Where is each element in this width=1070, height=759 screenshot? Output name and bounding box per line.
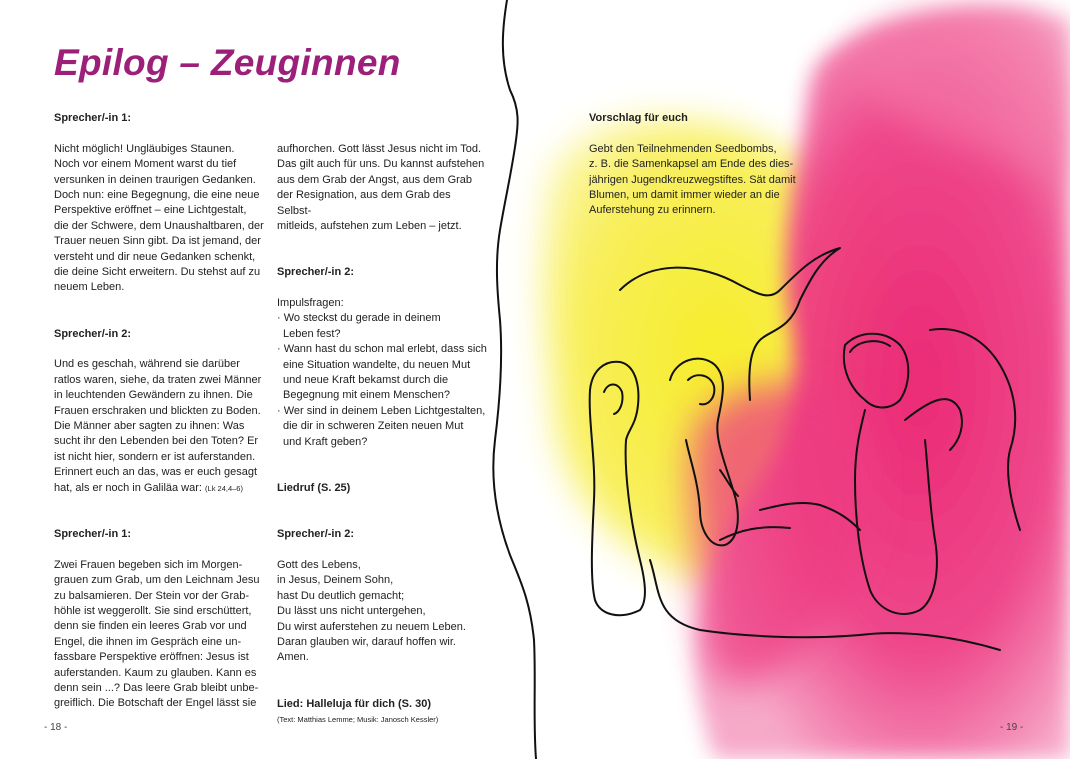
- impuls-item: · Wann hast du schon mal erlebt, dass sich: [277, 343, 487, 356]
- prayer-line: hast Du deutlich gemacht;: [277, 589, 405, 602]
- suggestion-line: z. B. die Samenkapsel am Ende des dies-: [589, 158, 794, 171]
- speaker-heading: Sprecher/-in 2:: [54, 327, 132, 340]
- text-line: ratlos waren, siehe, da traten zwei Männer: [54, 373, 262, 386]
- text-line: versunken in deinen traurigen Gedanken.: [54, 173, 256, 186]
- text-line: fassbare Perspektive eröffnen: Jesus ist: [54, 651, 249, 664]
- song-heading: Lied: Halleluja für dich (S. 30): [277, 697, 432, 710]
- text-line: denn sie finden ein leeres Grab vor und: [54, 620, 247, 633]
- text-line: höhle ist weggerollt. Sie sind erschüttert,: [54, 604, 252, 617]
- bible-reference: (Lk 24,4–6): [205, 483, 243, 493]
- text-line: [54, 481, 264, 496]
- suggestion-line: Blumen, um damit immer wieder an die: [589, 189, 780, 202]
- text-line: Das gilt auch für uns. Du kannst aufstehen: [277, 158, 485, 171]
- speaker-heading: Sprecher/-in 1:: [54, 527, 132, 540]
- impuls-label: Impulsfragen:: [277, 297, 344, 310]
- text-line: greiflich. Die Botschaft der Engel lässt sie: [54, 697, 257, 710]
- text-line: denn sein ...? Das leere Grab bleibt unbe-: [54, 681, 259, 694]
- suggestion-line: Gebt den Teilnehmenden Seedbombs,: [589, 142, 777, 155]
- text-line: in leuchtenden Gewändern zu ihnen. Die: [54, 389, 253, 402]
- page-number-left: - 18 -: [44, 722, 68, 733]
- text-line: die der Schwere, dem Unaushaltbaren, der: [54, 219, 264, 232]
- text-line: aus dem Grab der Angst, aus dem Grab: [277, 173, 473, 186]
- prayer-line: in Jesus, Deinem Sohn,: [277, 574, 394, 587]
- suggestion-line: Auferstehung zu erinnern.: [589, 204, 716, 217]
- text-line: neuem Leben.: [54, 281, 125, 294]
- text-line: grauen zum Grab, um den Leichnam Jesu: [54, 574, 260, 587]
- prayer-line: Amen.: [277, 651, 309, 664]
- text-line: sucht ihr den Lebenden bei den Toten? Er: [54, 435, 259, 448]
- text-line: auferstanden. Kaum zu glauben. Kann es: [54, 666, 257, 679]
- text-line: aufhorchen. Gott lässt Jesus nicht im Tod.: [277, 143, 482, 155]
- suggestion-heading: Vorschlag für euch: [589, 112, 688, 124]
- text-line: Perspektive eröffnet – eine Lichtgestalt,: [54, 204, 247, 217]
- prayer-line: Daran glauben wir, darauf hoffen wir.: [277, 635, 456, 648]
- liedruf-heading: Liedruf (S. 25): [277, 481, 351, 494]
- text-line: Engel, die ihnen im Gespräch eine un-: [54, 635, 242, 648]
- text-line: Noch vor einem Moment warst du tief: [54, 158, 237, 171]
- speaker-heading: Sprecher/-in 1:: [54, 112, 132, 124]
- text-line: Doch nun: eine Begegnung, die eine neue: [54, 189, 260, 202]
- impuls-item: · Wer sind in deinem Leben Lichtgestalten,: [277, 404, 486, 417]
- text-line: Zwei Frauen begeben sich im Morgen-: [54, 558, 243, 571]
- impuls-item: Begegnung mit einem Menschen?: [283, 389, 450, 402]
- prayer-line: Gott des Lebens,: [277, 558, 361, 571]
- impuls-item: eine Situation wandelte, du neuen Mut: [283, 358, 471, 371]
- text-line: Und es geschah, während sie darüber: [54, 358, 240, 371]
- impuls-item: · Wo steckst du gerade in deinem: [277, 312, 441, 325]
- column-1: [54, 111, 264, 712]
- impuls-item: die dir in schweren Zeiten neuen Mut: [283, 420, 464, 433]
- suggestion-line: jährigen Jugendkreuzwegstiftes. Sät damit: [589, 173, 796, 186]
- text-line: Die Männer aber sagten zu ihnen: Was: [54, 420, 245, 433]
- impuls-item: Leben fest?: [283, 327, 341, 340]
- text-line: zu balsamieren. Der Stein vor der Grab-: [54, 589, 250, 602]
- text-line: ist nicht hier, sondern er ist auferstanden.: [54, 450, 256, 463]
- text-line: Erinnert euch an das, was er euch gesagt: [54, 466, 258, 479]
- text-line: Frauen erschraken und blickten zu Boden.: [54, 404, 261, 417]
- suggestion-box: [589, 111, 804, 219]
- speaker-heading: Sprecher/-in 2:: [277, 266, 355, 279]
- text-line: der Resignation, aus dem Grab des Selbst-: [277, 189, 451, 217]
- page-number-right: - 19 -: [1000, 722, 1024, 733]
- text-line: Trauer neuen Sinn gibt. Da ist jemand, der: [54, 235, 261, 248]
- prayer-line: Du wirst auferstehen zu neuem Leben.: [277, 620, 466, 633]
- song-credit: (Text: Matthias Lemme; Musik: Janosch Kessler): [277, 714, 439, 724]
- speaker-heading: Sprecher/-in 2:: [277, 528, 355, 541]
- text-line: mitleids, aufstehen zum Leben – jetzt.: [277, 220, 462, 233]
- text-line-part: hat, als er noch in Galiläa war:: [54, 481, 202, 494]
- impuls-item: und Kraft geben?: [283, 435, 368, 448]
- column-2: [277, 142, 487, 727]
- text-line: die deine Sicht erweitern. Du stehst auf zu: [54, 266, 261, 279]
- prayer-line: Du lässt uns nicht untergehen,: [277, 605, 426, 618]
- text-line: Nicht möglich! Ungläubiges Staunen.: [54, 142, 235, 155]
- text-line: versteht und dir neue Gedanken schenkt,: [54, 250, 256, 263]
- impuls-item: und neue Kraft bekamst durch die: [283, 374, 449, 387]
- page-title: Epilog – Zeuginnen: [54, 42, 401, 83]
